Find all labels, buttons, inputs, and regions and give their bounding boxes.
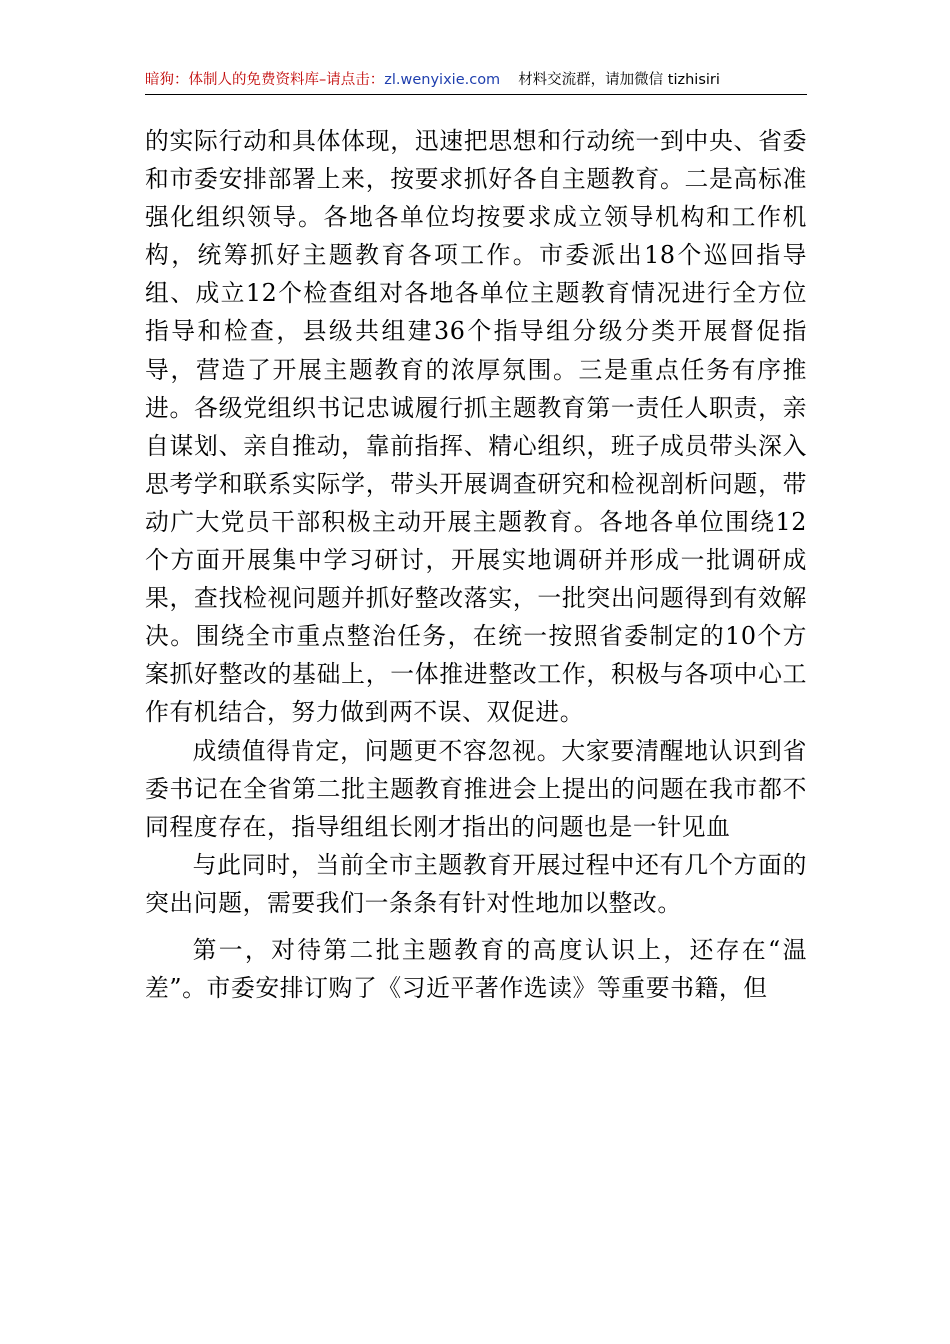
paragraph-outstanding-problems: 与此同时，当前全市主题教育开展过程中还有几个方面的突出问题，需要我们一条条有针对性地加以整改。 bbox=[145, 850, 807, 917]
header-url-link[interactable]: zl.wenyixie.com bbox=[384, 72, 501, 88]
header-link-prefix: –请点击： bbox=[319, 72, 385, 88]
header-brand: 暗狗：体制人的免费资料库 bbox=[145, 72, 319, 88]
paragraph-first-point: 第一，对待第二批主题教育的高度认识上，还存在“温差”。市委安排订购了《习近平著作选读》等重要书籍，但 bbox=[145, 935, 807, 1003]
paragraph-continuation: 的实际行动和具体体现，迅速把思想和行动统一到中央、省委和市委安排部署上来，按要求抓好各自主题教育。二是高标准强化组织领导。各地各单位均按要求成立领导机构和工作机构，统筹抓好主题教育各项工作。市委派出18个巡回指导组、成立12个检查组对各地各单位主题教育情况进行全方位指导和检查，县级共组建36个指导组分级分类开展督促指导，营造了开展主题教育的浓厚氛围。三是重点任务有序推进。各级党组织书记忠诚履行抓主题教育第一责任人职责，亲自谋划、亲自推动，靠前指挥、精心组织，班子成员带头深入思考学和联系实际学，带头开展调查研究和检视剖析问题，带动广大党员干部积极主动开展主题教育。各地各单位围绕12个方面开展集中学习研讨，开展实地调研并形成一批调研成果，查找检视问题并抓好整改落实，一批突出问题得到有效解决。围绕全市重点整治任务，在统一按照省委制定的10个方案抓好整改的基础上，一体推进整改工作，积极与各项中心工作有机结合，努力做到两不误、双促进。 bbox=[145, 127, 807, 727]
page-header bbox=[145, 66, 807, 95]
document-body bbox=[145, 122, 807, 1007]
paragraph-achievements-and-problems: 成绩值得肯定，问题更不容忽视。大家要清醒地认识到省委书记在全省第二批主题教育推进会上提出的问题在我市都不同程度存在，指导组组长刚才指出的问题也是一针见血 bbox=[145, 736, 807, 841]
header-contact: 材料交流群，请加微信 tizhisiri bbox=[518, 72, 720, 88]
